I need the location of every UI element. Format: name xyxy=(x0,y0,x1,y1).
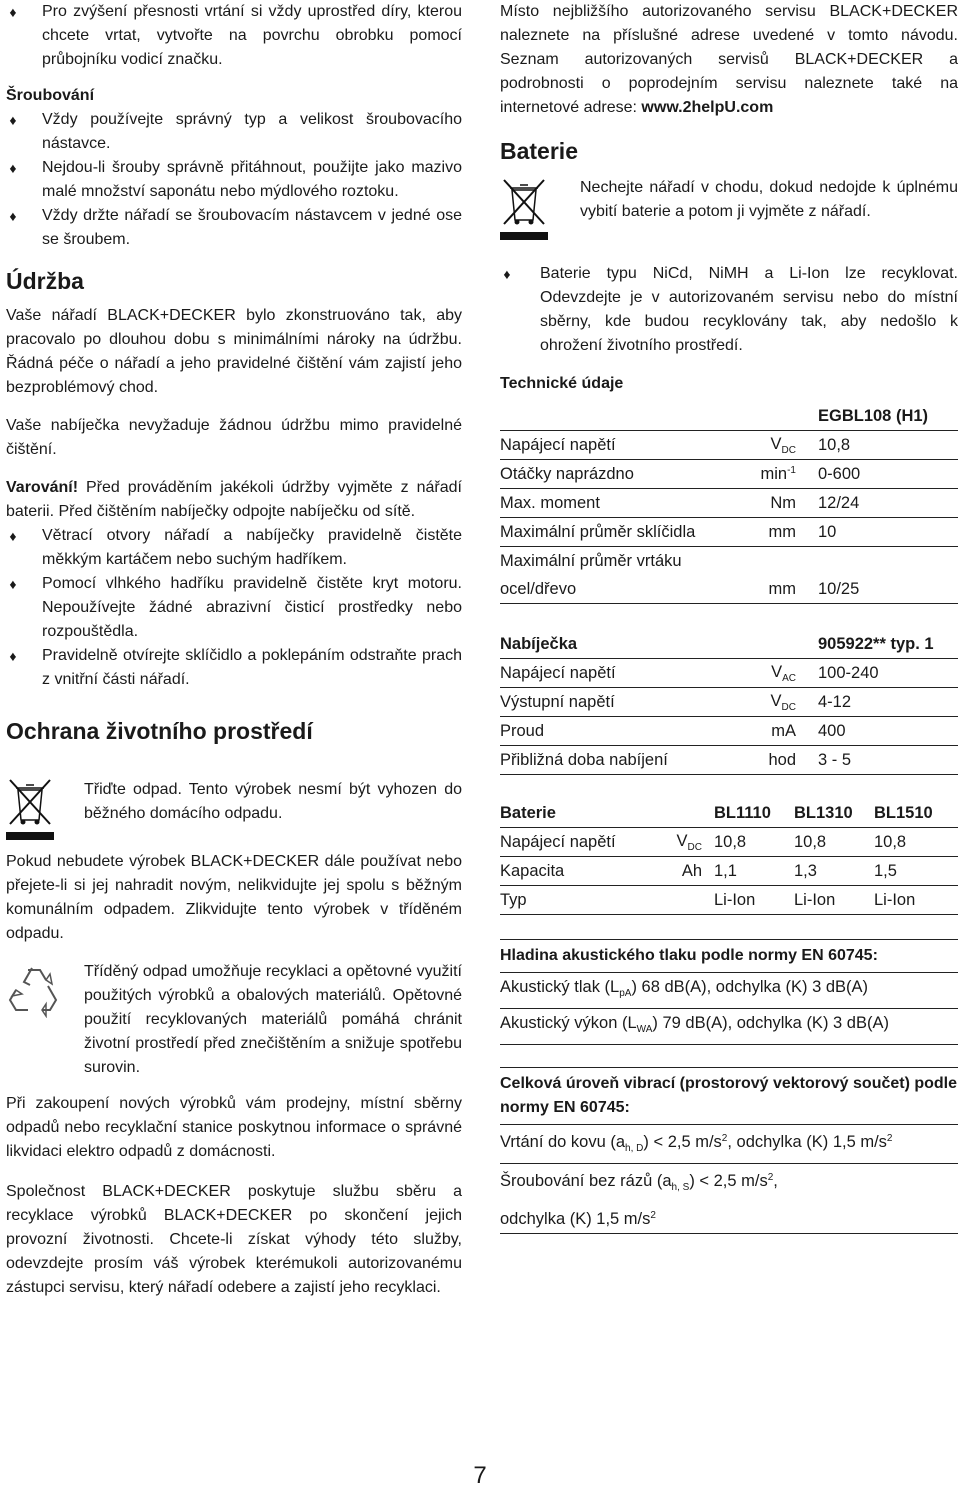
spec-value: 10 xyxy=(818,518,958,547)
spec-label: Max. moment xyxy=(500,489,730,518)
battery-model: BL1510 xyxy=(874,799,958,828)
noise-heading: Hladina akustického tlaku podle normy EN 60745: xyxy=(500,939,958,973)
spec-value: 12/24 xyxy=(818,489,958,518)
spec-value: 400 xyxy=(818,717,958,746)
spec-value: 0-600 xyxy=(818,460,958,489)
spec-label: Napájecí napětí xyxy=(500,659,730,688)
diamond-bullet-icon: ♦ xyxy=(9,576,17,592)
page-number: 7 xyxy=(473,1462,487,1489)
maintenance-bullet-text: Větrací otvory nářadí a nabíječky pravidelně čistěte měkkým kartáčem nebo suchým hadříkem. xyxy=(42,527,462,568)
spec-label: Kapacita xyxy=(500,857,660,886)
spec-unit: $\min^{-1}$ xyxy=(730,460,818,489)
warning-label: Varování! xyxy=(6,479,79,496)
spec-unit: mA xyxy=(730,717,818,746)
maintenance-bullet-text: Pomocí vlhkého hadříku pravidelně čistěte kryt motoru. Nepoužívejte žádné abrazivní čisticí prostředky nebo rozpouštědla. xyxy=(42,575,462,640)
charger-maintenance-paragraph: Vaše nabíječka nevyžaduje žádnou údržbu mimo pravidelné čištění. xyxy=(6,417,462,458)
tool-model: EGBL108 (H1) xyxy=(818,402,958,431)
spec-unit: Ah xyxy=(660,857,710,886)
spec-unit: $V_{DC}$ xyxy=(660,828,710,857)
spec-value: 4-12 xyxy=(818,688,958,717)
drilling-tip-text: Pro zvýšení přesnosti vrtání si vždy uprostřed díry, kterou chcete vrtat, vytvořte na povrchu obrobku pomocí průbojníku vodicí značku. xyxy=(42,3,462,68)
battery-heading: Baterie xyxy=(500,138,578,164)
charger-label: Nabíječka xyxy=(500,630,730,659)
service-paragraph xyxy=(500,0,958,120)
battery-disposal-text: Nechejte nářadí v chodu, dokud nedojde k úplnému vybití baterie a potom ji vyjměte z nářadí. xyxy=(580,179,958,220)
spec-label: ocel/dřevo xyxy=(500,575,730,604)
waste-sorting-row xyxy=(6,772,462,844)
spec-unit: mm xyxy=(730,575,818,604)
crossed-bin-icon xyxy=(6,776,54,849)
noise-power-row: Akustický výkon $(L_{WA})$ 79 dB(A), odchylka (K) 3 dB(A) xyxy=(500,1009,958,1045)
maintenance-bullet-text: Pravidelně otvírejte sklíčidlo a poklepáním odstraňte prach z vnitřní části nářadí. xyxy=(42,647,462,688)
screwing-heading: Šroubování xyxy=(6,87,95,104)
vibration-heading: Celková úroveň vibrací (prostorový vektorový součet) podle normy EN 60745: xyxy=(500,1067,958,1125)
table-row xyxy=(500,717,958,746)
table-row xyxy=(500,431,958,460)
screwing-bullet-text: Vždy držte nářadí se šroubovacím nástavcem v jedné ose se šroubem. xyxy=(42,207,462,248)
maintenance-bullet xyxy=(6,644,462,692)
left-column xyxy=(6,0,462,1300)
battery-recycle-text: Baterie typu NiCd, NiMH a Li-Ion lze recyklovat. Odevzdejte je v autorizovaném servisu nebo do místní sběrny, kde budou recyklovány tak, aby nedošlo k ohrožení životního prostředí. xyxy=(540,265,958,354)
spec-value: 10,8 xyxy=(710,828,794,857)
battery-disposal-row xyxy=(500,176,958,252)
spec-unit: mm xyxy=(730,518,818,547)
spec-value: 10,8 xyxy=(874,828,958,857)
spec-value: 10/25 xyxy=(818,575,958,604)
spec-value: 1,5 xyxy=(874,857,958,886)
spec-value: Li-Ion xyxy=(710,886,794,915)
service-recycling-paragraph: Společnost BLACK+DECKER poskytuje službu sběru a recyklace výrobků BLACK+DECKER po skončení jejich provozní životnosti. Chcete-li získat výhody této služby, odevzdejte prosím váš výrobek kterémukoli autorizovanému zástupci servisu, který nářadí odebere a zajistí jeho recyklaci. xyxy=(6,1183,462,1296)
spec-value: 1,1 xyxy=(710,857,794,886)
table-row xyxy=(500,547,958,576)
maintenance-bullet xyxy=(6,524,462,572)
vibration-screwing-tolerance-row: odchylka (K) 1,5 $m/s^2$ xyxy=(500,1202,958,1234)
environment-heading: Ochrana životního prostředí xyxy=(6,718,313,744)
diamond-bullet-icon: ♦ xyxy=(9,4,17,20)
table-row xyxy=(500,575,958,604)
spec-label: Napájecí napětí xyxy=(500,828,660,857)
battery-label: Baterie xyxy=(500,799,660,828)
spec-label: Maximální průměr sklíčidla xyxy=(500,518,730,547)
recycling-row xyxy=(6,960,462,1080)
spec-value: 100-240 xyxy=(818,659,958,688)
table-row xyxy=(500,460,958,489)
crossed-bin-icon xyxy=(500,176,548,249)
diamond-bullet-icon: ♦ xyxy=(9,648,17,664)
warning-text: Před prováděním jakékoli údržby vyjměte z nářadí baterii. Před čištěním nabíječky odpojte nabíječku od sítě. xyxy=(6,479,462,520)
spec-value: 10,8 xyxy=(794,828,874,857)
table-row xyxy=(500,659,958,688)
spec-unit: hod xyxy=(730,746,818,775)
screwing-bullet-text: Nejdou-li šrouby správně přitáhnout, použijte jako mazivo malé množství saponátu nebo mýdlového roztoku. xyxy=(42,159,462,200)
maintenance-paragraph: Vaše nářadí BLACK+DECKER bylo zkonstruováno tak, aby pracovalo po dlouhou dobu s minimálními nároky na údržbu. Řádná péče o nářadí a jeho pravidelné čištění vám zajistí jeho bezproblémový chod. xyxy=(6,307,462,396)
collection-paragraph: Při zakoupení nových výrobků vám prodejny, místní sběrny odpadů nebo recyklační stanice poskytnou informace o správné likvidaci elektro odpadů z domácnosti. xyxy=(6,1095,462,1160)
spec-label: Proud xyxy=(500,717,730,746)
drilling-tip-bullet xyxy=(6,0,462,72)
technical-data-heading: Technické údaje xyxy=(500,375,624,392)
waste-sorting-text: Třiďte odpad. Tento výrobek nesmí být vyhozen do běžného domácího odpadu. xyxy=(84,781,462,822)
table-row xyxy=(500,518,958,547)
maintenance-bullet xyxy=(6,572,462,644)
disposal-paragraph: Pokud nebudete výrobek BLACK+DECKER dále používat nebo přejete-li si jej nahradit novým, nelikvidujte jej spolu s běžným komunálním odpadem. Zlikvidujte tento výrobek v tříděném odpadu. xyxy=(6,853,462,942)
screwing-bullet xyxy=(6,204,462,252)
table-row xyxy=(500,688,958,717)
diamond-bullet-icon: ♦ xyxy=(503,266,511,282)
spec-unit: $V_{DC}$ xyxy=(730,431,818,460)
battery-model: BL1110 xyxy=(710,799,794,828)
screwing-bullet-text: Vždy používejte správný typ a velikost šroubovacího nástavce. xyxy=(42,111,462,152)
tool-model-row xyxy=(500,402,958,431)
table-row xyxy=(500,746,958,775)
table-row xyxy=(500,489,958,518)
battery-header-row xyxy=(500,799,958,828)
spec-label: Maximální průměr vrtáku xyxy=(500,551,682,570)
recycling-text: Tříděný odpad umožňuje recyklaci a opětovné využití použitých výrobků a obalových materiálů. Opětovné použití recyklovaných materiálů pomáhá chránit životní prostředí před znečištěním a snižuje spotřebu surovin. xyxy=(84,963,462,1076)
screwing-bullet xyxy=(6,156,462,204)
diamond-bullet-icon: ♦ xyxy=(9,160,17,176)
right-column xyxy=(500,0,958,1234)
spec-label: Přibližná doba nabíjení xyxy=(500,746,730,775)
charger-specs-table xyxy=(500,630,958,775)
table-row xyxy=(500,857,958,886)
spec-value: 3 - 5 xyxy=(818,746,958,775)
spec-unit: $V_{DC}$ xyxy=(730,688,818,717)
maintenance-heading: Údržba xyxy=(6,268,84,294)
diamond-bullet-icon: ♦ xyxy=(9,528,17,544)
battery-model: BL1310 xyxy=(794,799,874,828)
spec-unit: Nm xyxy=(730,489,818,518)
noise-pressure-row: Akustický tlak $(L_{pA})$ 68 dB(A), odchylka (K) 3 dB(A) xyxy=(500,973,958,1009)
diamond-bullet-icon: ♦ xyxy=(9,112,17,128)
spec-label: Otáčky naprázdno xyxy=(500,460,730,489)
charger-header-row xyxy=(500,630,958,659)
charger-model: 905922** typ. 1 xyxy=(818,630,958,659)
spec-value: Li-Ion xyxy=(794,886,874,915)
battery-specs-table xyxy=(500,799,958,915)
spec-label: Napájecí napětí xyxy=(500,431,730,460)
recycling-arrows-icon xyxy=(6,962,66,1023)
warning-paragraph xyxy=(6,476,462,524)
tool-specs-table xyxy=(500,402,958,604)
spec-value: Li-Ion xyxy=(874,886,958,915)
vibration-screwing-row: Šroubování bez rázů $(a_{h, S}) < 2,5$ $m/s^2$, xyxy=(500,1172,778,1193)
spec-value: 10,8 xyxy=(818,431,958,460)
spec-value: 1,3 xyxy=(794,857,874,886)
table-row xyxy=(500,886,958,915)
service-url-link[interactable]: www.2helpU.com xyxy=(641,99,774,116)
spec-label: Výstupní napětí xyxy=(500,688,730,717)
spec-label: Typ xyxy=(500,886,660,915)
table-row xyxy=(500,828,958,857)
vibration-drilling-row: Vrtání do kovu $(a_{h, D}) < 2,5$ $m/s^2$, odchylka (K) 1,5 $m/s^2$ xyxy=(500,1125,958,1164)
screwing-bullet xyxy=(6,108,462,156)
spec-unit: $V_{AC}$ xyxy=(730,659,818,688)
service-text: Místo nejbližšího autorizovaného servisu BLACK+DECKER naleznete na příslušné adrese uvedené v tomto návodu. Seznam autorizovaných servisů BLACK+DECKER a podrobnosti o poprodejním servisu naleznete také na internetové adrese: xyxy=(500,3,958,116)
diamond-bullet-icon: ♦ xyxy=(9,208,17,224)
battery-recycle-bullet xyxy=(500,262,958,358)
